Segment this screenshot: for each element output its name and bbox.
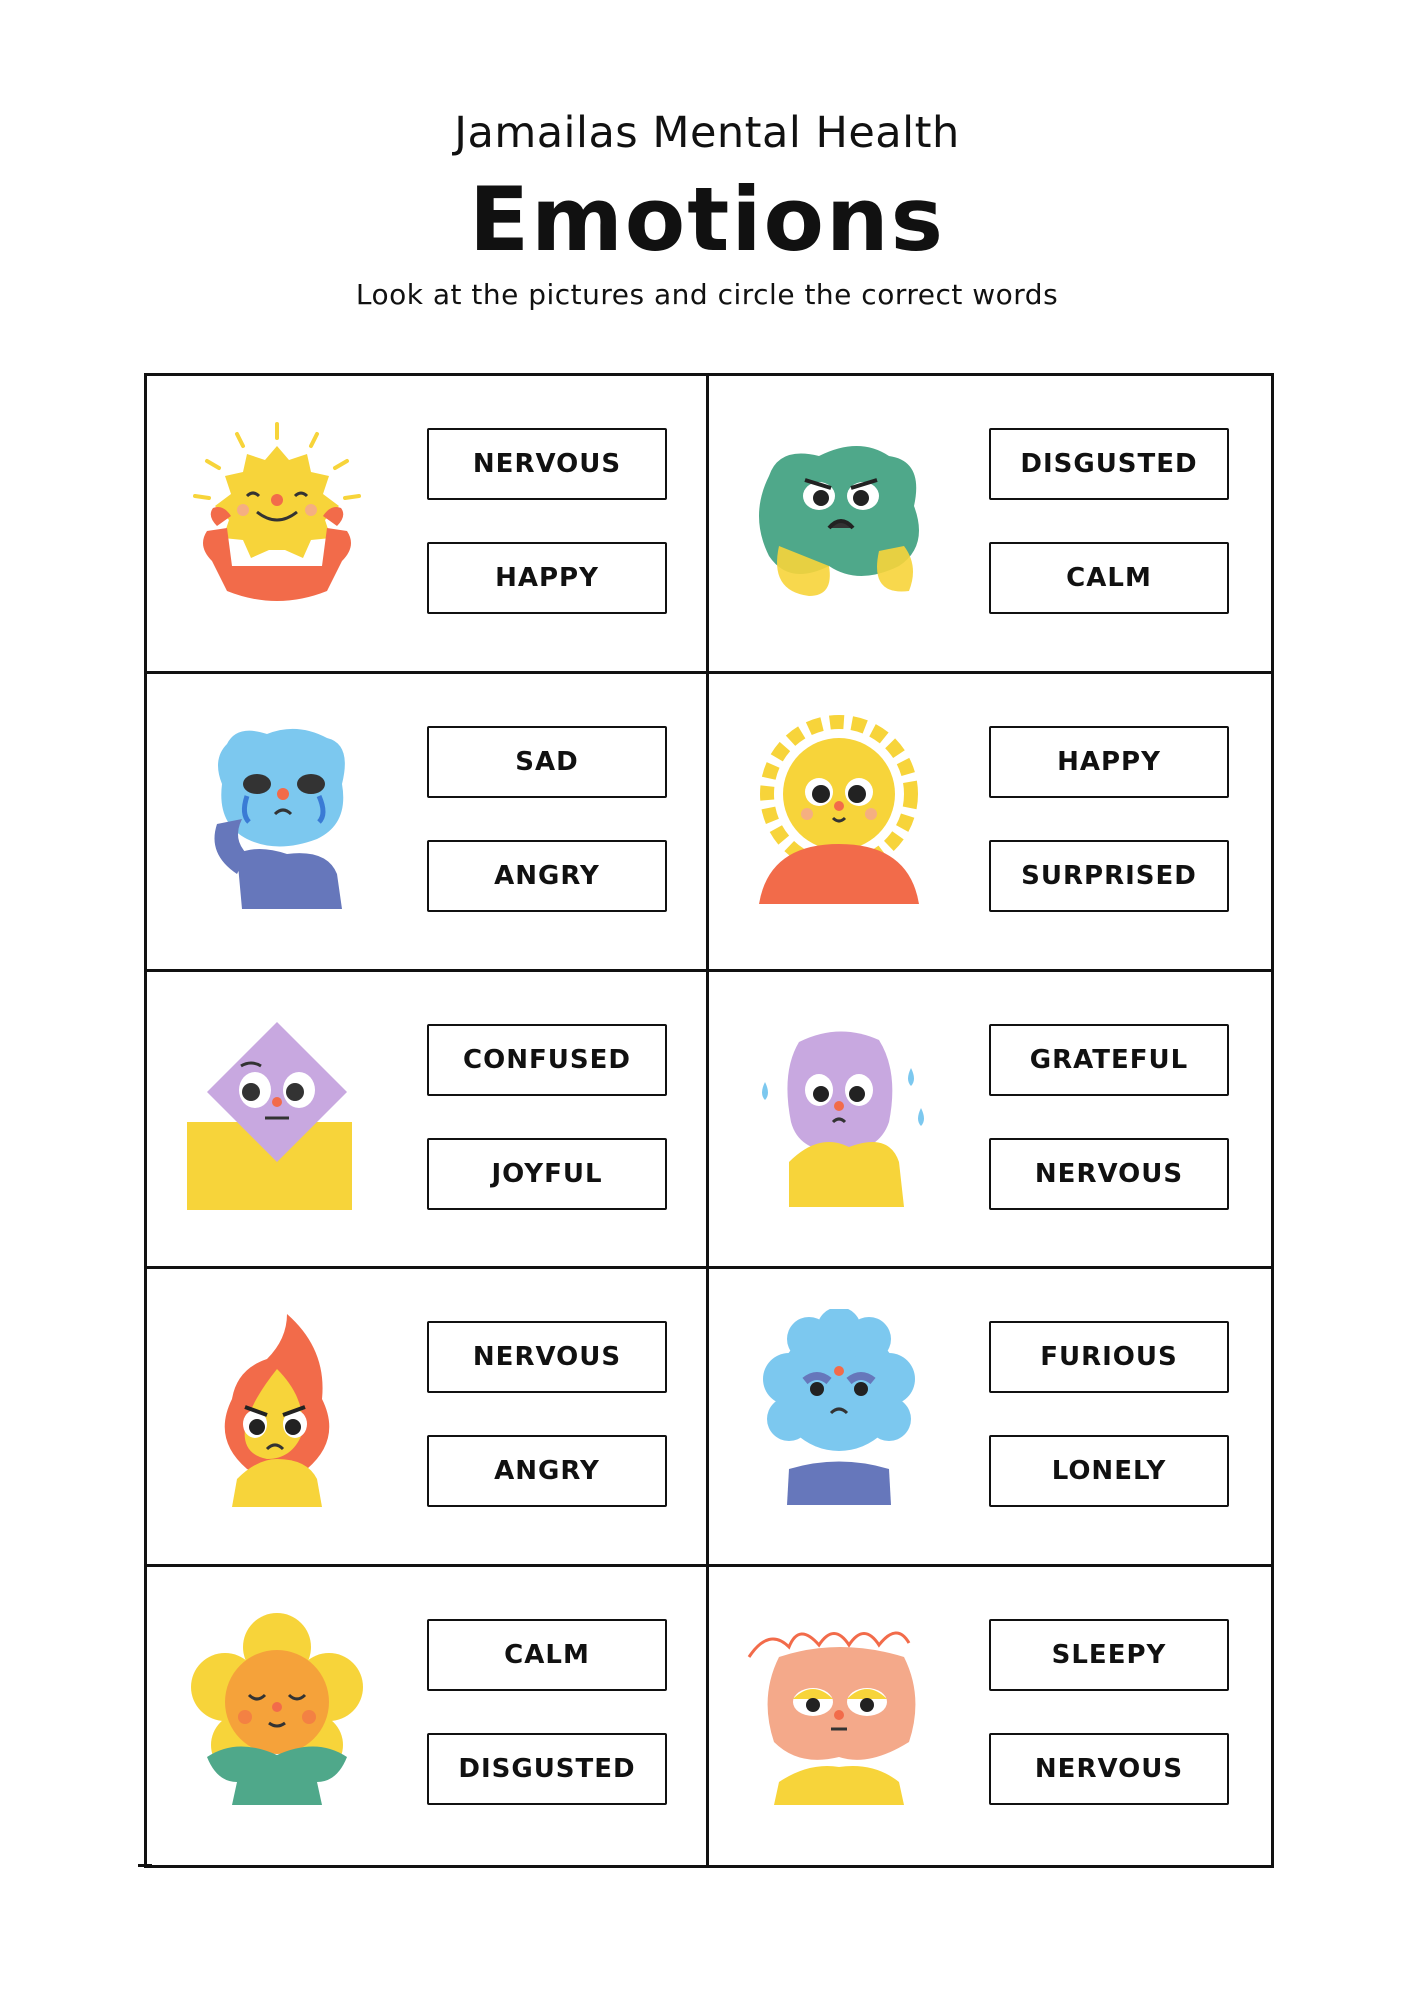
option-word-box[interactable]: NERVOUS (427, 1321, 667, 1393)
surprised-sun-icon (739, 714, 939, 914)
option-word-box[interactable]: HAPPY (427, 542, 667, 614)
angry-flame-icon (177, 1309, 377, 1509)
worksheet-subtitle: Jamailas Mental Health (454, 108, 960, 158)
emotion-card (709, 1567, 1271, 1865)
option-word-box[interactable]: JOYFUL (427, 1138, 667, 1210)
worksheet-instructions: Look at the pictures and circle the correct words (355, 278, 1059, 311)
lonely-cloud-icon (739, 1309, 939, 1509)
option-word-box[interactable]: DISGUSTED (989, 428, 1229, 500)
emotion-card (147, 376, 709, 674)
emotions-grid (144, 373, 1274, 1868)
emotion-card (147, 674, 709, 972)
option-word-box[interactable]: SLEEPY (989, 1619, 1229, 1691)
emotion-card (709, 1269, 1271, 1567)
option-word-box[interactable]: HAPPY (989, 726, 1229, 798)
sleepy-curly-hair-icon (739, 1607, 939, 1807)
option-word-box[interactable]: CALM (427, 1619, 667, 1691)
emotion-card (147, 972, 709, 1270)
calm-flower-icon (177, 1607, 377, 1807)
nervous-sweating-icon (739, 1012, 939, 1212)
option-word-box[interactable]: ANGRY (427, 840, 667, 912)
option-word-box[interactable]: CALM (989, 542, 1229, 614)
option-word-box[interactable]: FURIOUS (989, 1321, 1229, 1393)
sad-crying-cloud-icon (177, 714, 377, 914)
option-word-box[interactable]: NERVOUS (427, 428, 667, 500)
option-word-box[interactable]: NERVOUS (989, 1733, 1229, 1805)
option-word-box[interactable]: CONFUSED (427, 1024, 667, 1096)
option-word-box[interactable]: GRATEFUL (989, 1024, 1229, 1096)
emotion-card (709, 376, 1271, 674)
option-word-box[interactable]: NERVOUS (989, 1138, 1229, 1210)
worksheet-title: Emotions (469, 168, 945, 271)
emotion-card (709, 972, 1271, 1270)
confused-diamond-icon (177, 1012, 377, 1212)
happy-sun-icon (177, 416, 377, 616)
disgusted-blob-icon (739, 416, 939, 616)
option-word-box[interactable]: DISGUSTED (427, 1733, 667, 1805)
option-word-box[interactable]: SAD (427, 726, 667, 798)
emotion-card (147, 1567, 709, 1865)
option-word-box[interactable]: SURPRISED (989, 840, 1229, 912)
grid-corner-tick (138, 1864, 152, 1867)
emotion-card (147, 1269, 709, 1567)
option-word-box[interactable]: ANGRY (427, 1435, 667, 1507)
emotion-card (709, 674, 1271, 972)
option-word-box[interactable]: LONELY (989, 1435, 1229, 1507)
